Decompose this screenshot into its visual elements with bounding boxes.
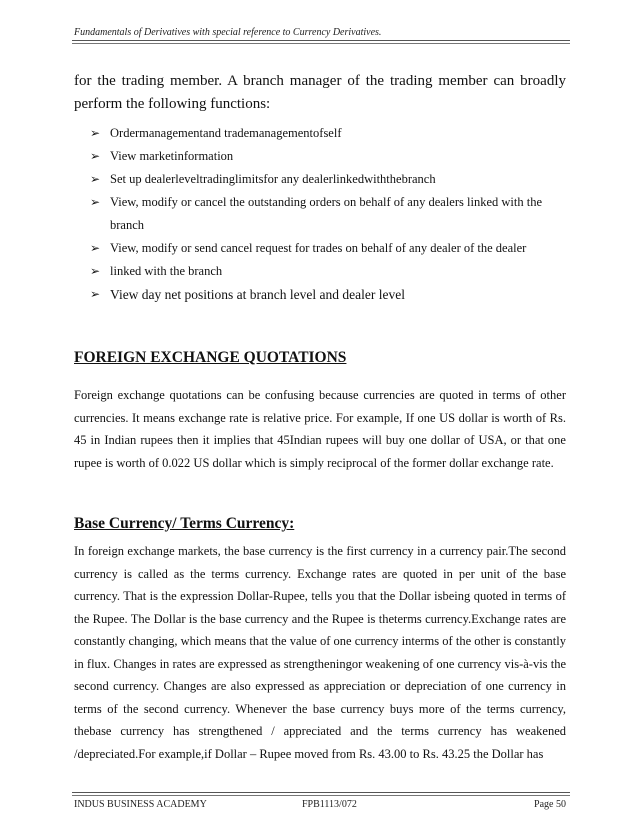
list-item-text: Ordermanagementand trademanagementofself bbox=[110, 126, 342, 140]
list-item bbox=[90, 122, 566, 145]
arrow-bullet-icon: ➢ bbox=[90, 195, 101, 209]
arrow-bullet-icon: ➢ bbox=[90, 241, 101, 255]
arrow-bullet-icon: ➢ bbox=[90, 126, 101, 140]
quotations-paragraph: Foreign exchange quotations can be confusing because currencies are quoted in terms of other currencies. It means exchange rate is relative price. For example, If one US dollar is worth of Rs. 45 in Indian rupees then it implies that 45Indian rupees will buy one dollar of USA, or that one rupee is worth of 0.022 US dollar which is simply reciprocal of the former dollar exchange rate. bbox=[74, 388, 566, 470]
header-divider-thin bbox=[72, 43, 570, 44]
list-item bbox=[90, 145, 566, 168]
list-item bbox=[90, 260, 566, 283]
arrow-bullet-icon: ➢ bbox=[90, 172, 101, 186]
list-item-text: Set up dealerleveltradinglimitsfor any dealerlinkedwiththebranch bbox=[110, 172, 436, 186]
list-item-text: View marketinformation bbox=[110, 149, 234, 163]
list-item-text: linked with the branch bbox=[110, 264, 223, 278]
functions-list bbox=[74, 122, 566, 306]
list-item bbox=[90, 191, 566, 237]
page-body bbox=[74, 70, 566, 765]
header-divider bbox=[72, 40, 570, 41]
list-item-text: View, modify or cancel the outstanding orders on behalf of any dealers linked with the branch bbox=[110, 195, 542, 232]
footer-divider-thin bbox=[72, 795, 570, 796]
arrow-bullet-icon: ➢ bbox=[90, 287, 101, 301]
arrow-bullet-icon: ➢ bbox=[90, 264, 101, 278]
section-heading-base-currency: Base Currency/ Terms Currency: bbox=[74, 515, 295, 532]
list-item bbox=[90, 283, 566, 306]
base-currency-paragraph: In foreign exchange markets, the base currency is the first currency in a currency pair.The second currency is called as the terms currency. Exchange rates are quoted in per unit of the base currency. That is the expression Dollar-Rupee, tells you that the Dollar isbeing quoted in terms of the Rupee. The Dollar is the base currency and the Rupee is theterms currency.Exchange rates are constantly changing, which means that the value of one currency interms of the other is constantly in flux. Changes in rates are expressed as strengtheningor weakening of one currency vis-à-vis the second currency. Changes are also expressed as appreciation or depreciation of one currency in terms of the second currency. Whenever the base currency buys more of the terms currency, thebase currency has strengthened / appreciated and the terms currency has weakened /depreciated.For example,if Dollar – Rupee moved from Rs. 43.00 to Rs. 43.25 the Dollar has bbox=[74, 544, 566, 761]
footer-institution: INDUS BUSINESS ACADEMY bbox=[74, 799, 207, 810]
list-item bbox=[90, 237, 566, 260]
page-number: Page 50 bbox=[534, 799, 566, 810]
list-item-text: View day net positions at branch level and dealer level bbox=[110, 287, 405, 302]
footer-divider bbox=[72, 792, 570, 793]
list-item-text: View, modify or send cancel request for trades on behalf of any dealer of the dealer bbox=[110, 241, 527, 255]
page-header: Fundamentals of Derivatives with special reference to Currency Derivatives. bbox=[74, 27, 382, 38]
section-heading-quotations: FOREIGN EXCHANGE QUOTATIONS bbox=[74, 349, 347, 366]
intro-paragraph: for the trading member. A branch manager of the trading member can broadly perform the following functions: bbox=[74, 73, 566, 112]
arrow-bullet-icon: ➢ bbox=[90, 149, 101, 163]
footer-code: FPB1113/072 bbox=[302, 799, 357, 810]
list-item bbox=[90, 168, 566, 191]
